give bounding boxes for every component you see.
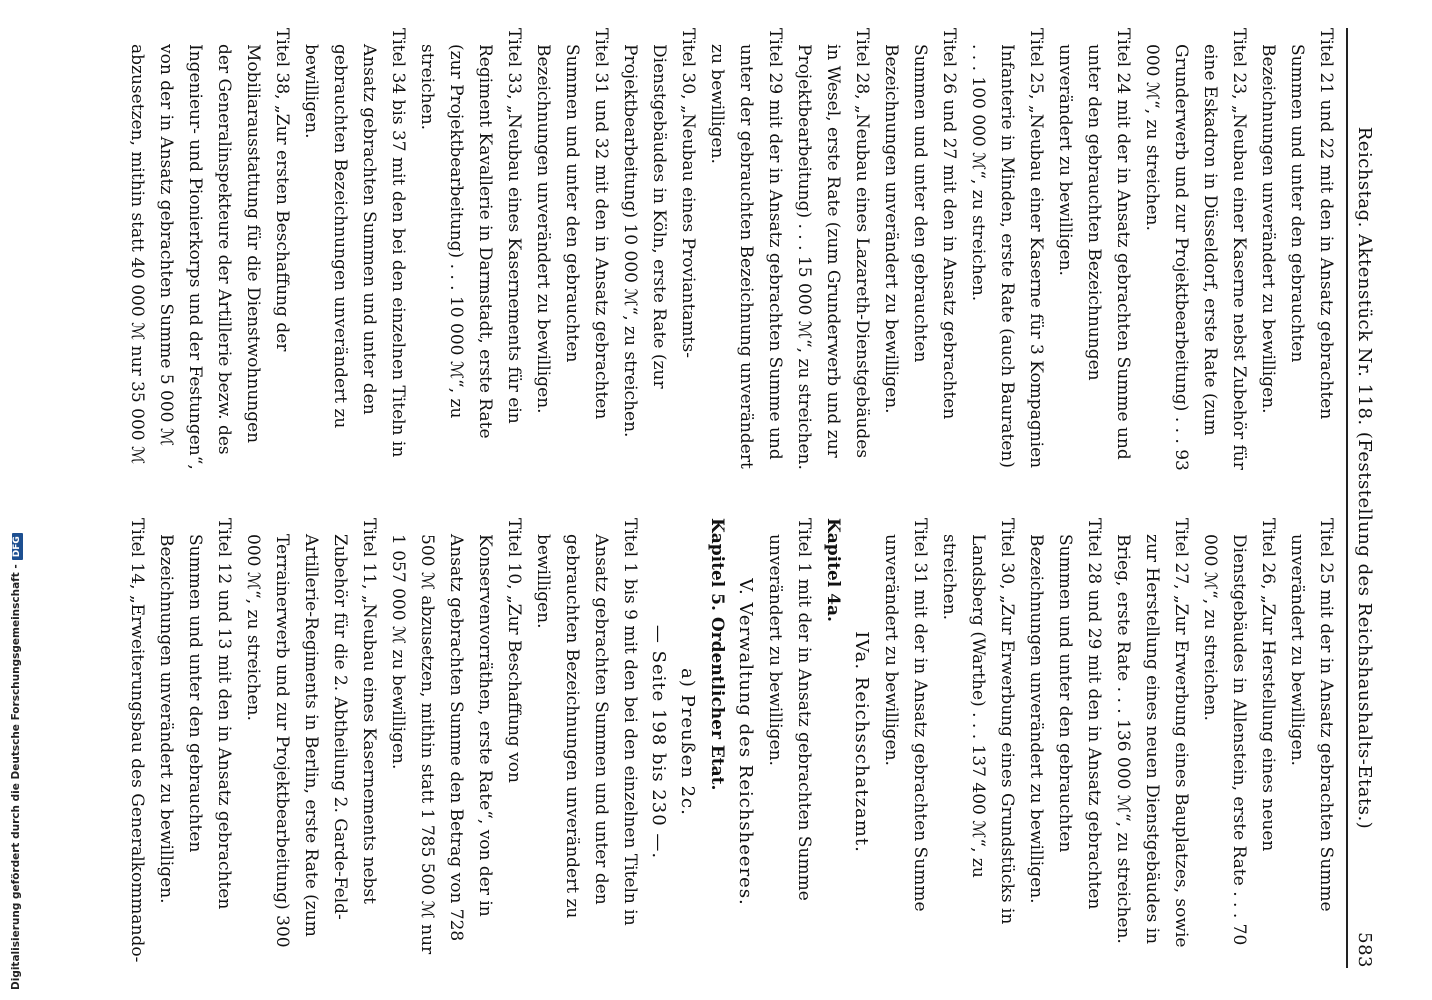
paragraph: Titel 14, „Erweiterungsbau des Generalkommando- [127,518,147,963]
paragraph: Titel 28, „Neubau eines Lazareth-Dienstgebäudes in Wesel, erste Rate (zum Grunderwerb und zur Projektbearbeitung) . . . 15 000 ℳ“, zu streichen. [794,28,872,470]
paragraph: Titel 38, „Zur ersten Beschaffung der Mobiliarausstattung für die Dienstwohnungen der Generalinspekteure der Artillerie bezw. des Ingenieur- und Pionierkorps und der Festungen“, von der in Ansatz gebrachten Summe 5 000 ℳ abzusetzen, mithin statt 40 000 ℳ nur 35 000 ℳ [127,28,292,470]
paragraph: Titel 10, „Zur Beschaffung von Konservenvorräthen, erste Rate“, von der in Ansatz gebrachten Summe den Betrag von 728 500 ℳ abzusetzen, mithin statt 1 785 500 ℳ nur 1 057 000 ℳ zu bewilligen. [388,518,524,955]
paragraph: Titel 1 bis 9 mit den bei den einzelnen Titeln in Ansatz gebrachten Summen und unter den gebrauchten Bezeichnungen unverändert zu bewilligen. [533,518,640,926]
section-heading: a) Preußen 2c. [677,668,698,816]
page-running-title: Reichstag. Aktenstück Nr. 118. (Feststellung des Reichshaushalts-Etats.) [1354,126,1376,830]
page-number: 583 [1354,932,1376,968]
paragraph: Titel 26, „Zur Herstellung eines neuen Dienstgebäudes in Allenstein, erste Rate . . . 70 000 ℳ“, zu streichen. [1200,518,1278,946]
paragraph: Titel 1 mit der in Ansatz gebrachten Summe unverändert zu bewilligen. [765,518,814,901]
paragraph: Titel 11, „Neubau eines Kasernements nebst Zubehör für die 2. Abtheilung 2. Garde-Feld-Artillerie-Regiments in Berlin, erste Rate (zum Terrainerwerb und zur Projektbearbeitung) 300 000 ℳ“, zu streichen. [243,518,379,948]
paragraph: Titel 29 mit der in Ansatz gebrachten Summe und unter der gebrauchten Bezeichnung unverändert zu bewilligen. [707,28,785,469]
section-heading: — Seite 198 bis 230 —. [648,624,669,860]
section-heading: V. Verwaltung des Reichsheeres. [735,578,756,906]
digitization-credit-strip [0,0,22,1000]
paragraph: Titel 25 mit der in Ansatz gebrachten Summe unverändert zu bewilligen. [1287,518,1336,912]
paragraph: Titel 26 und 27 mit den in Ansatz gebrachten Summen und unter den gebrauchten Bezeichnungen unverändert zu bewilligen. [881,28,959,420]
text-column-left [120,28,1340,476]
paragraph: Titel 30, „Zur Erwerbung eines Grundstücks in Landsberg (Warthe) . . . 137 400 ℳ“, zu streichen. [939,518,1017,925]
paragraph: Titel 31 mit der in Ansatz gebrachten Summe unverändert zu bewilligen. [881,518,930,912]
dfg-logo: DFG [12,533,23,560]
paragraph: Titel 25, „Neubau einer Kaserne für 3 Kompagnien Infanterie in Minden, erste Rate (auch Bauraten) . . . 100 000 ℳ“, zu streichen. [968,28,1046,469]
digitization-credit: Digitalisierung gefördert durch die Deutsche Forschungsgemeinschaft - [10,564,22,990]
chapter-heading: Kapitel 5. Ordentlicher Etat. [707,518,727,791]
paragraph: Titel 31 und 32 mit den in Ansatz gebrachten Summen und unter den gebrauchten Bezeichnungen unverändert zu bewilligen. [533,28,611,420]
header-rule [1346,28,1348,968]
paragraph: Titel 34 bis 37 mit den bei den einzelnen Titeln in Ansatz gebrachten Summen und unter den gebrauchten Bezeichnungen unverändert zu bewilligen. [301,28,408,458]
paragraph: Titel 28 und 29 mit den in Ansatz gebrachten Summen und unter den gebrauchten Bezeichnungen unverändert zu bewilligen. [1026,518,1104,910]
paragraph: Titel 21 und 22 mit den in Ansatz gebrachten Summen und unter den gebrauchten Bezeichnungen unverändert zu bewilligen. [1258,28,1336,420]
scanned-page [110,28,1380,968]
paragraph: Titel 30, „Neubau eines Proviantamts-Dienstgebäudes in Köln, erste Rate (zur Projektbearbeitung) 10 000 ℳ“, zu streichen. [620,28,698,438]
paragraph: Titel 33, „Neubau eines Kasernements für ein Regiment Kavallerie in Darmstadt, erste Rate (zur Projektbearbeitung) . . . 10 000 ℳ“, zu streichen. [417,28,524,439]
paragraph: Titel 12 und 13 mit den in Ansatz gebrachten Summen und unter den gebrauchten Bezeichnungen unverändert zu bewilligen. [156,518,234,910]
page-header [1350,28,1380,968]
paragraph: Titel 24 mit der in Ansatz gebrachten Summe und unter den gebrauchten Bezeichnungen unverändert zu bewilligen. [1055,28,1133,460]
chapter-heading: Kapitel 4a. [823,518,843,622]
paragraph: Titel 23, „Neubau einer Kaserne nebst Zubehör für eine Eskadron in Düsseldorf, erste Rate (zum Grunderwerb und zur Projektbearbeitung) . . . 93 000 ℳ“, zu streichen. [1142,28,1249,471]
paragraph: Titel 27, „Zur Erwerbung eines Bauplatzes, sowie zur Herstellung eines neuen Dienstgebäudes in Brieg, erste Rate . . . 136 000 ℳ“, zu streichen. [1113,518,1191,948]
text-column-right [120,518,1340,966]
section-heading: IVa. Reichsschatzamt. [851,631,872,853]
